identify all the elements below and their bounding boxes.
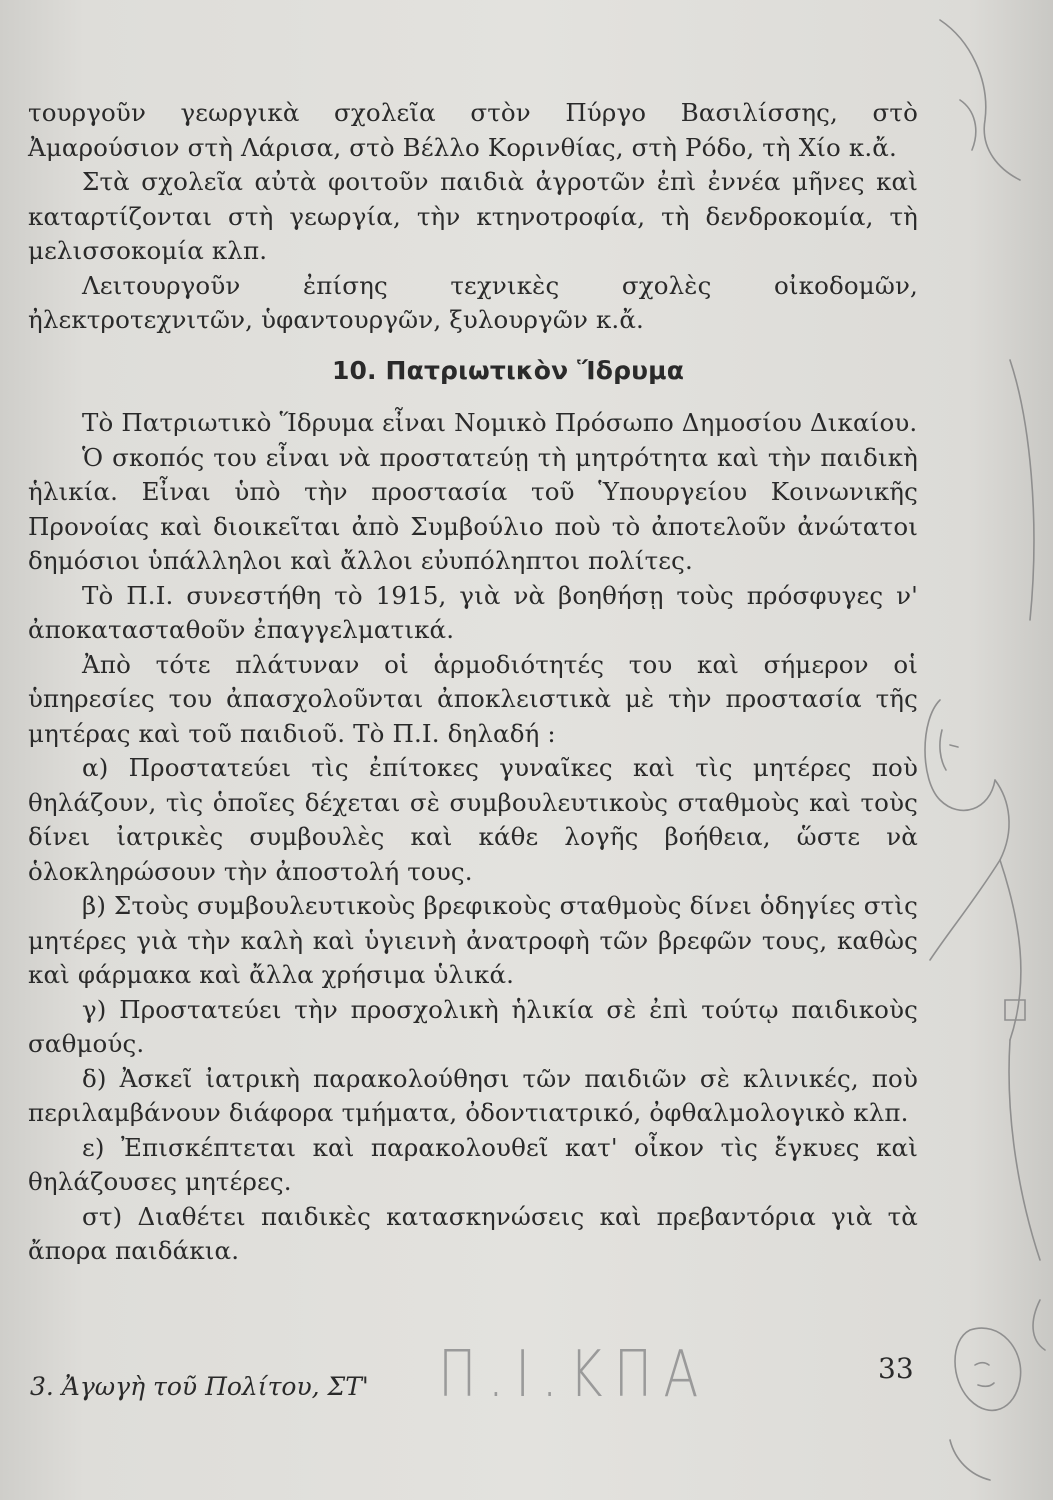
body-text	[28, 96, 918, 1269]
item-a: α) Προστατεύει τὶς ἐπίτοκες γυναῖκες καὶ τὶς μητέρες ποὺ θηλάζουν, τὶς ὁποῖες δέχεται σὲ συμβουλευτικοὺς σταθμοὺς καὶ τοὺς δίνει ἰατρικὲς συμβουλὲς καὶ κάθε λογῆς βοήθεια, ὥστε νὰ ὁλοκληρώσουν τὴν ἀποστολή τους.	[28, 753, 918, 886]
paragraph-2: Στὰ σχολεῖα αὐτὰ φοιτοῦν παιδιὰ ἀγροτῶν ἐπὶ ἐννέα μῆνες καὶ καταρτίζονται στὴ γεωργία, τὴν κτηνοτροφία, τὴ δενδροκομία, τὴ μελισσοκομία κλπ.	[28, 167, 918, 265]
item-e: ε) Ἐπισκέπτεται καὶ παρακολουθεῖ κατ' οἶκον τὶς ἔγκυες καὶ θηλάζουσες μητέρες.	[28, 1132, 918, 1196]
paragraph-1: τουργοῦν γεωργικὰ σχολεῖα στὸν Πύργο Βασιλίσσης, στὸ Ἀμαρούσιον στὴ Λάρισα, στὸ Βέλλο Κορινθίας, στὴ Ρόδο, τὴ Χίο κ.ἄ.	[28, 98, 918, 162]
paragraph-5: Ὁ σκοπός του εἶναι νὰ προστατεύῃ τὴ μητρότητα καὶ τὴν παιδικὴ ἡλικία. Εἶναι ὑπὸ τὴν προστασία τοῦ Ὑπουργείου Κοινωνικῆς Προνοίας καὶ διοικεῖται ἀπὸ Συμβούλιο ποὺ τὸ ἀποτελοῦν ἀνώτατοι δημόσιοι ὑπάλληλοι καὶ ἄλλοι εὐυπόληπτοι πολίτες.	[28, 442, 918, 575]
paragraph-6: Τὸ Π.Ι. συνεστήθη τὸ 1915, γιὰ νὰ βοηθήσῃ τοὺς πρόσφυγες ν' ἀποκατασταθοῦν ἐπαγγελματικά.	[28, 580, 918, 644]
pencil-sketch-icon	[880, 0, 1053, 1500]
book-title-footer: 3. Ἀγωγὴ τοῦ Πολίτου, ΣΤ'	[30, 1372, 369, 1401]
page-number: 33	[878, 1352, 914, 1385]
item-b: β) Στοὺς συμβουλευτικοὺς βρεφικοὺς σταθμοὺς δίνει ὁδηγίες στὶς μητέρες γιὰ τὴν καλὴ καὶ ὑγιεινὴ ἀνατροφὴ τῶν βρεφῶν τους, καθὼς καὶ φάρμακα καὶ ἄλλα χρήσιμα ὑλικά.	[28, 891, 918, 989]
paragraph-7: Ἀπὸ τότε πλάτυναν οἱ ἁρμοδιότητές του καὶ σήμερον οἱ ὑπηρεσίες του ἀπασχολοῦνται ἀποκλειστικὰ μὲ τὴν προστασία τῆς μητέρας καὶ τοῦ παιδιοῦ. Τὸ Π.Ι. δηλαδή :	[28, 649, 918, 748]
section-heading: 10. Πατριωτικὸν Ἵδρυμα	[331, 355, 685, 385]
paragraph-3: Λειτουργοῦν ἐπίσης τεχνικὲς σχολὲς οἰκοδομῶν, ἠλεκτροτεχνιτῶν, ὑφαντουργῶν, ξυλουργῶν κ.ἄ.	[28, 270, 918, 334]
handwritten-note: Π.Ι.ΚΠΑ	[438, 1338, 710, 1412]
item-d: δ) Ἀσκεῖ ἰατρικὴ παρακολούθησι τῶν παιδιῶν σὲ κλινικές, ποὺ περιλαμβάνουν διάφορα τμήματα, ὀδοντιατρικό, ὀφθαλμολογικὸ κλπ.	[28, 1063, 918, 1127]
item-c: γ) Προστατεύει τὴν προσχολικὴ ἡλικία σὲ ἐπὶ τούτῳ παιδικοὺς σαθμούς.	[28, 994, 918, 1058]
item-st: στ) Διαθέτει παιδικὲς κατασκηνώσεις καὶ πρεβαντόρια γιὰ τὰ ἄπορα παιδάκια.	[28, 1201, 918, 1265]
paragraph-4: Τὸ Πατριωτικὸ Ἵδρυμα εἶναι Νομικὸ Πρόσωπο Δημοσίου Δικαίου.	[82, 408, 918, 437]
